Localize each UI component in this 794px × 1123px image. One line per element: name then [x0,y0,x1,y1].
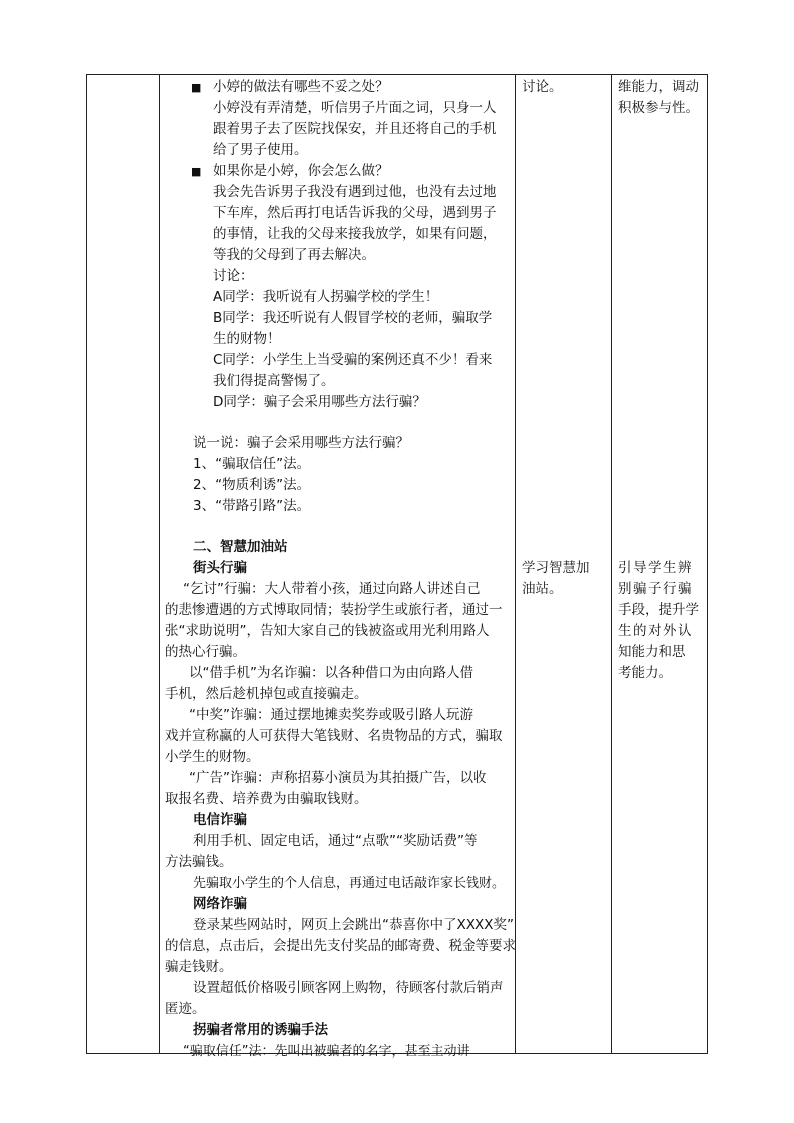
intent-line: 积极参与性。 [618,100,699,116]
telecom-line: 方法骗钱。 [165,854,233,870]
street-line: 戏并宣称赢的人可获得大笔钱财、名贵物品的方式，骗取 [165,728,503,744]
street-line: 的热心行骗。 [165,644,246,660]
intent-line: 维能力，调动 [618,79,699,95]
square-bullet-icon: ■ [191,165,202,178]
telecom-line: 利用手机、固定电话，通过“点歌”“奖励话费”等 [193,833,478,849]
network-line: 登录某些网站时，网页上会跳出“恭喜你中了XXXX奖” [193,917,514,933]
discuss-line: A同学：我听说有人拐骗学校的学生！ [213,289,439,305]
answer-1-line: 给了男子使用。 [213,142,308,158]
intent-line: 知能力和思 [618,644,686,660]
discuss-line: B同学：我还听说有人假冒学校的老师，骗取学 [213,310,493,326]
square-bullet-icon: ■ [191,81,202,94]
answer-2-line: 的事情，让我的父母来接我放学，如果有问题， [213,226,497,242]
answer-1-line: 小婷没有弄清楚，听信男子片面之词，只身一人 [213,100,497,116]
street-line: 手机，然后趁机掉包或直接骗走。 [165,686,368,702]
network-line: 匿迹。 [165,1001,206,1017]
telecom-line: 先骗取小学生的个人信息，再通过电话敲诈家长钱财。 [193,876,506,891]
street-line: 以“借手机”为名诈骗：以各种借口为由向路人借 [189,665,473,681]
network-line: 的信息，点击后，会提出先支付奖品的邮寄费、税金等要求 [165,938,516,954]
intent-line: 引导学生辨 [618,560,693,576]
column-divider [515,75,516,1053]
street-line: “乞讨”行骗：大人带着小孩，通过向路人讲述自己 [183,581,481,597]
street-line: “中奖”诈骗：通过摆地摊卖奖券或吸引路人玩游 [189,707,473,723]
discuss-line: C同学：小学生上当受骗的案例还真不少！看来 [213,352,493,368]
answer-1-line: 跟着男子去了医院找保安，并且还将自己的手机 [213,121,497,137]
column-divider [159,75,160,1053]
activity-line: 学习智慧加 [522,560,590,576]
street-line: 取报名费、培养费为由骗取钱财。 [165,791,368,807]
method-item: 2、“物质利诱”法。 [193,477,311,493]
activity-line: 油站。 [522,581,563,597]
street-line: 的悲惨遭遇的方式博取同情；装扮学生或旅行者，通过一 [165,602,503,618]
intent-line: 生的对外认 [618,623,693,639]
network-line: 设置超低价格吸引顾客网上购物，待顾客付款后销声 [193,980,504,996]
subheading-lure: 拐骗者常用的诱骗手法 [193,1022,328,1038]
section-heading: 二、智慧加油站 [193,539,288,555]
question-2: 如果你是小婷，你会怎么做？ [213,163,389,179]
street-line: 张“求助说明”，告知大家自己的钱被盗或用光利用路人 [165,623,490,639]
method-item: 3、“带路引路”法。 [193,498,311,514]
discuss-line: 我们得提高警惕了。 [213,373,335,389]
intent-line: 手段，提升学 [618,602,699,618]
lesson-table [86,74,708,1059]
activity-discuss: 讨论。 [522,79,563,95]
lure-line: “骗取信任”法：先叫出被骗者的名字，甚至主动讲 [183,1044,470,1059]
column-divider [611,75,612,1053]
subheading-network: 网络诈骗 [193,896,247,912]
network-line: 骗走钱财。 [165,959,233,975]
discuss-label: 讨论： [213,268,254,284]
discuss-line: 生的财物！ [213,331,281,347]
subheading-street: 街头行骗 [193,560,247,576]
street-line: “广告”诈骗：声称招募小演员为其拍摄广告，以收 [189,770,487,786]
answer-2-line: 我会先告诉男子我没有遇到过他，也没有去过地 [213,184,497,200]
question-1: 小婷的做法有哪些不妥之处？ [213,79,389,95]
method-item: 1、“骗取信任”法。 [193,456,311,472]
answer-2-line: 等我的父母到了再去解决。 [213,247,375,263]
answer-2-line: 下车库，然后再打电话告诉我的父母，遇到男子 [213,205,497,221]
intent-line: 别骗子行骗 [618,581,693,597]
subheading-telecom: 电信诈骗 [193,812,247,828]
say-prompt: 说一说：骗子会采用哪些方法行骗？ [193,435,409,451]
intent-line: 考能力。 [618,665,672,681]
discuss-line: D同学：骗子会采用哪些方法行骗？ [213,394,426,410]
street-line: 小学生的财物。 [165,749,260,765]
